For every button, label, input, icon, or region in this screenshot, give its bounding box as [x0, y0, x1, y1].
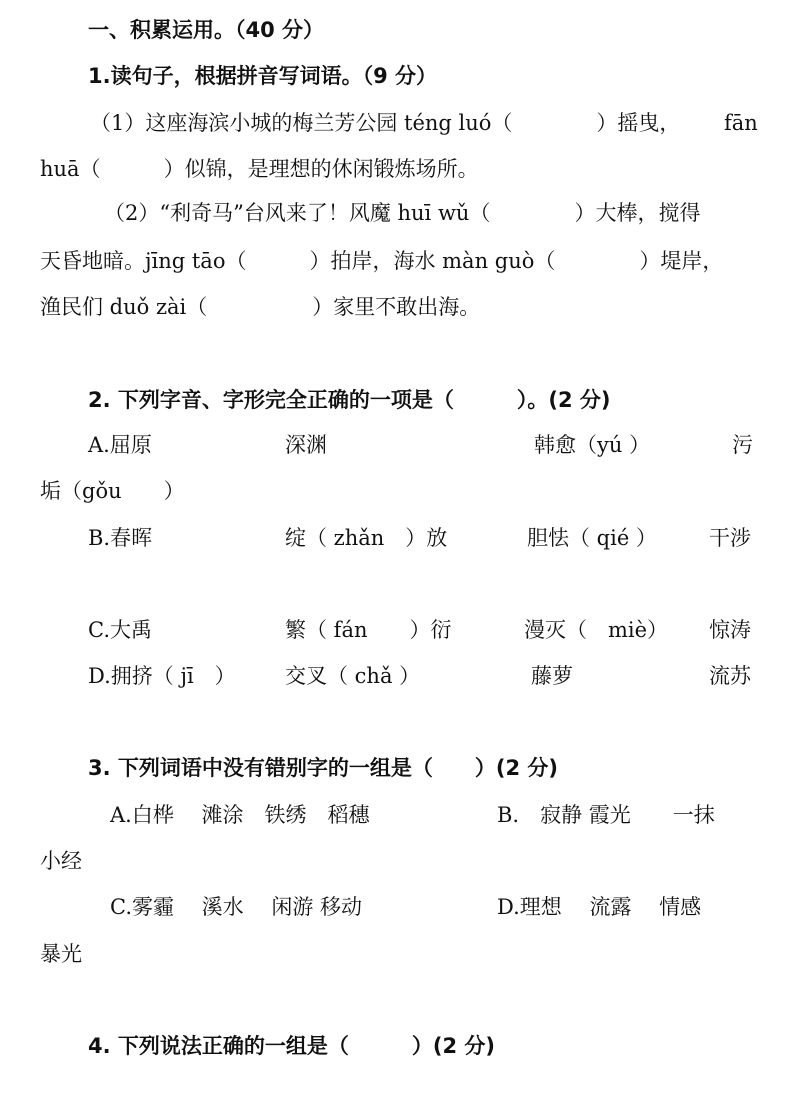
- q2-option-c-4: 惊涛: [709, 618, 751, 642]
- q1-line-5: 渔民们 duǒ zài（ ）家里不敢出海。: [40, 295, 481, 319]
- q2-option-d-2: 交叉（ chǎ ）: [285, 664, 421, 688]
- q1-line-4: 天昏地暗。jīng tāo（ ）拍岸，海水 màn guò（ ）堤岸，: [40, 249, 724, 273]
- q3-option-b: B. 寂静 霞光 一抹: [497, 803, 715, 827]
- q2-option-a-cont: 垢（gǒu ）: [40, 479, 185, 503]
- section-title: 一、积累运用。（40 分）: [88, 18, 325, 42]
- question-2-title: 2. 下列字音、字形完全正确的一项是（ ）。(2 分): [88, 388, 611, 412]
- q2-option-b-3: 胆怯（ qié ）: [527, 526, 657, 550]
- q2-option-d-4: 流苏: [709, 664, 751, 688]
- question-1-title: 1.读句子，根据拼音写词语。（9 分）: [88, 64, 438, 88]
- q2-option-a-1: A.屈原: [88, 433, 152, 457]
- q2-option-c-2: 繁（ fán ）衍: [285, 618, 452, 642]
- q1-line-1-end: fān: [724, 111, 758, 135]
- question-3-title: 3. 下列词语中没有错别字的一组是（ ）(2 分): [88, 756, 559, 780]
- q3-option-a: A.白桦 滩涂 铁绣 稻穗: [110, 803, 370, 827]
- q2-option-a-2: 深渊: [285, 433, 327, 457]
- q2-option-a-4: 污: [732, 433, 753, 457]
- q3-option-b-cont: 小经: [40, 849, 82, 873]
- q1-line-1: （1）这座海滨小城的梅兰芳公园 téng luó（ ）摇曳，: [90, 111, 681, 135]
- q3-option-c: C.雾霾 溪水 闲游 移动: [110, 895, 363, 919]
- q2-option-b-1: B.春晖: [88, 526, 153, 550]
- q1-line-2: huā（ ）似锦，是理想的休闲锻炼场所。: [40, 157, 479, 181]
- q2-option-b-2: 绽（ zhǎn ）放: [285, 526, 448, 550]
- q2-option-a-3: 韩愈（yú ）: [534, 433, 651, 457]
- q3-option-d: D.理想 流露 情感: [497, 895, 702, 919]
- q2-option-b-4: 干涉: [709, 526, 751, 550]
- q3-option-d-cont: 暴光: [40, 942, 82, 966]
- question-4-title: 4. 下列说法正确的一组是（ ）(2 分): [88, 1034, 496, 1058]
- q2-option-d-1: D.拥挤（ jī ）: [88, 664, 236, 688]
- q1-line-3: （2）“利奇马”台风来了！风魔 huī wǔ（ ）大棒，搅得: [104, 201, 701, 225]
- q2-option-c-1: C.大禹: [88, 618, 152, 642]
- q2-option-c-3: 漫灭（ miè）: [524, 618, 669, 642]
- q2-option-d-3: 藤萝: [531, 664, 573, 688]
